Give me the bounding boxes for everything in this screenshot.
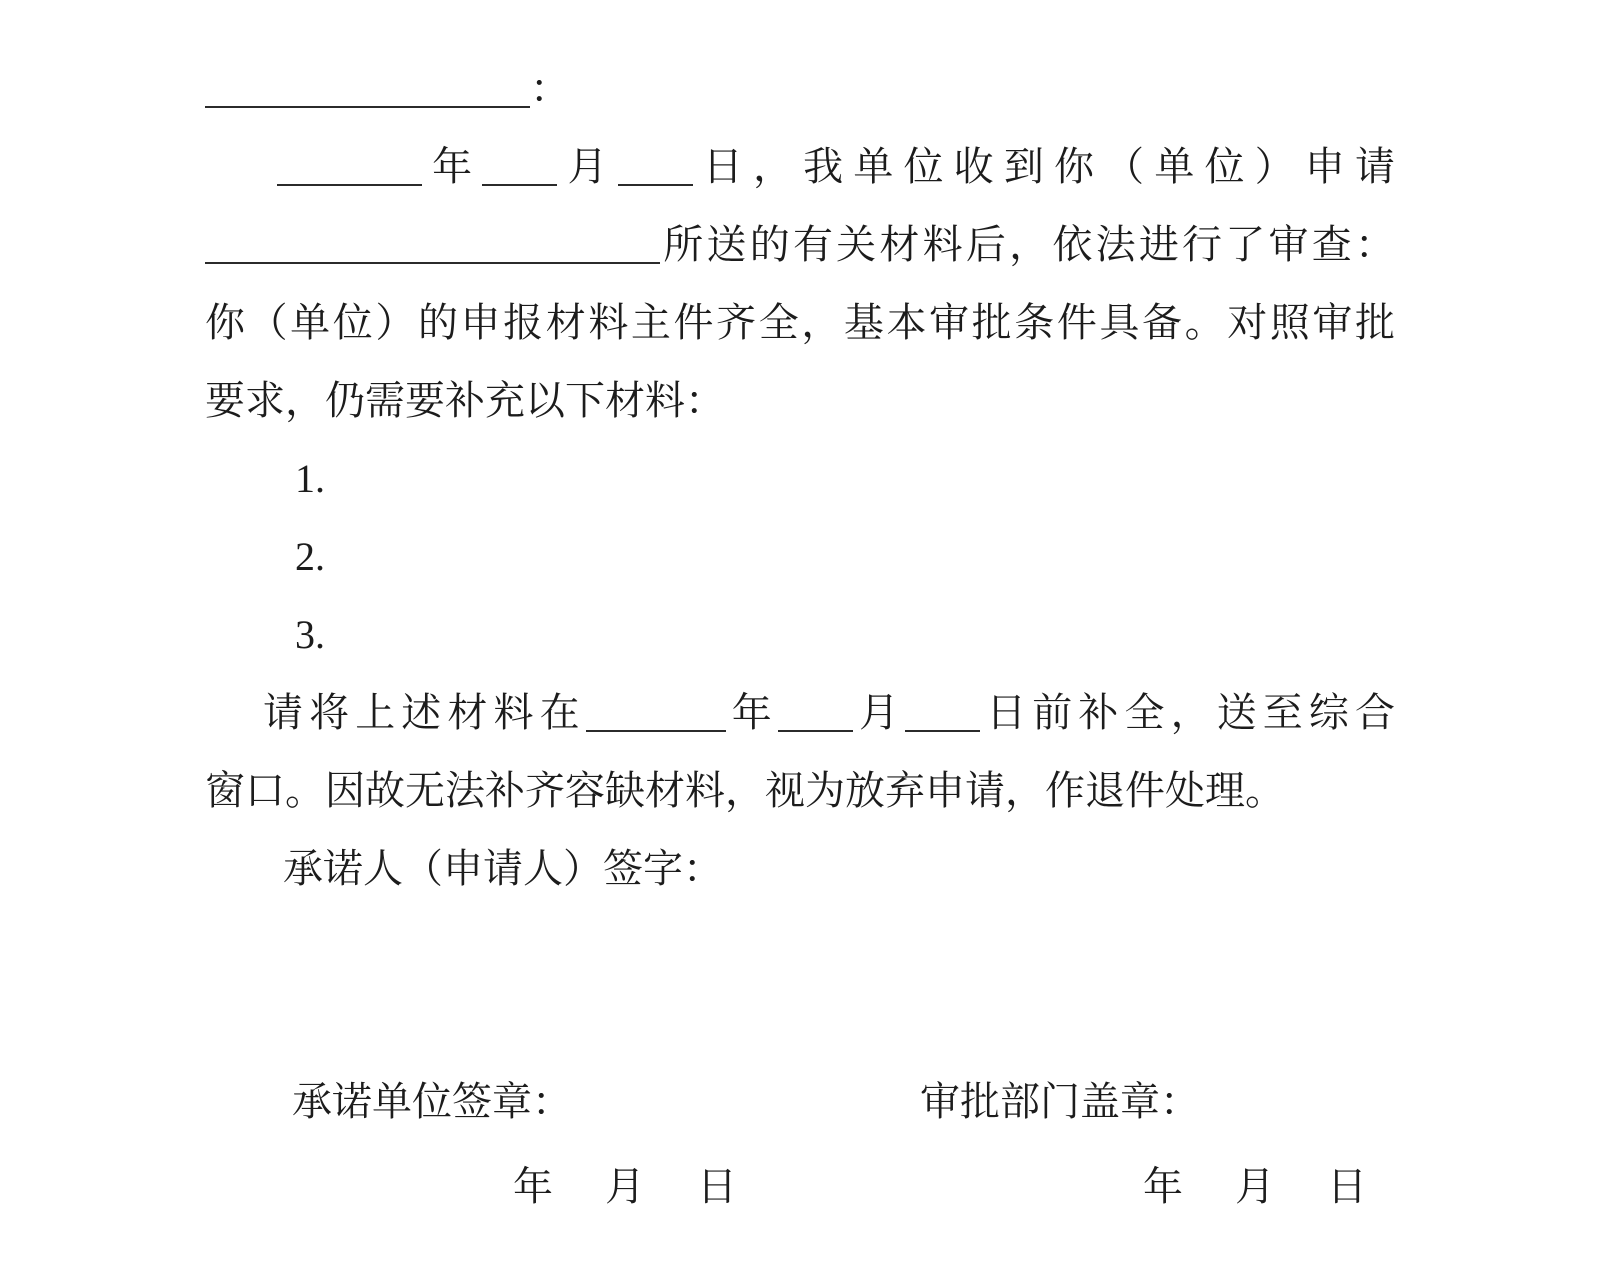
intro-reviewed-text: 所送的有关材料后，依法进行了审查： [660,222,1395,267]
intro-line-result [205,284,1395,362]
date-year-label: 年 [1143,1164,1183,1209]
deadline-day-blank [905,722,980,732]
signature-label: 承诺人（申请人）签字： [283,846,723,891]
deadline-month-label: 月 [852,690,906,735]
intro-result-text: 你（单位）的申报材料主件齐全，基本审批条件具备。对照审批 [205,300,1395,345]
date-day-label: 日 [697,1164,737,1209]
list-item-number: 3. [295,612,325,657]
salutation-colon: ： [530,66,570,111]
deadline-prefix-text: 请将上述材料在 [263,690,586,735]
applicant-name-blank [205,254,660,264]
promise-unit-stamp-label: 承诺单位签章： [292,1079,572,1124]
salutation-line [205,50,1395,128]
deadline-year-blank [586,722,726,732]
intro-received-text: 日，我单位收到你（单位）申请 [692,144,1395,189]
date-row [205,1148,1395,1226]
day-blank [618,176,693,186]
intro-request-text: 要求，仍需要补充以下材料： [205,378,725,423]
date-month-label: 月 [605,1164,645,1209]
approval-dept-stamp-label: 审批部门盖章： [920,1079,1200,1124]
deadline-continuation-text: 窗口。因故无法补齐容缺材料，视为放弃申请，作退件处理。 [205,768,1285,813]
date-left [513,1148,737,1226]
date-right [1143,1148,1367,1226]
month-label: 月 [557,144,618,189]
signature-line [205,830,1395,908]
deadline-year-label: 年 [725,690,778,735]
list-item-number: 2. [295,534,325,579]
blank-space [205,908,1395,1063]
year-blank [277,176,422,186]
intro-line-applicant [205,206,1395,284]
deadline-line [205,674,1395,752]
list-item-2 [205,518,1395,596]
date-month-label: 月 [1235,1164,1275,1209]
intro-line-request [205,362,1395,440]
date-year-label: 年 [513,1164,553,1209]
year-label: 年 [422,144,483,189]
list-item-1 [205,440,1395,518]
deadline-suffix-text: 日前补全，送至综合 [980,690,1395,735]
month-blank [482,176,557,186]
date-day-label: 日 [1327,1164,1367,1209]
list-item-3 [205,596,1395,674]
deadline-month-blank [778,722,853,732]
list-item-number: 1. [295,456,325,501]
intro-line-date [205,128,1395,206]
addressee-blank [205,98,530,108]
stamp-row [205,1063,1395,1141]
deadline-continuation-line [205,752,1395,830]
